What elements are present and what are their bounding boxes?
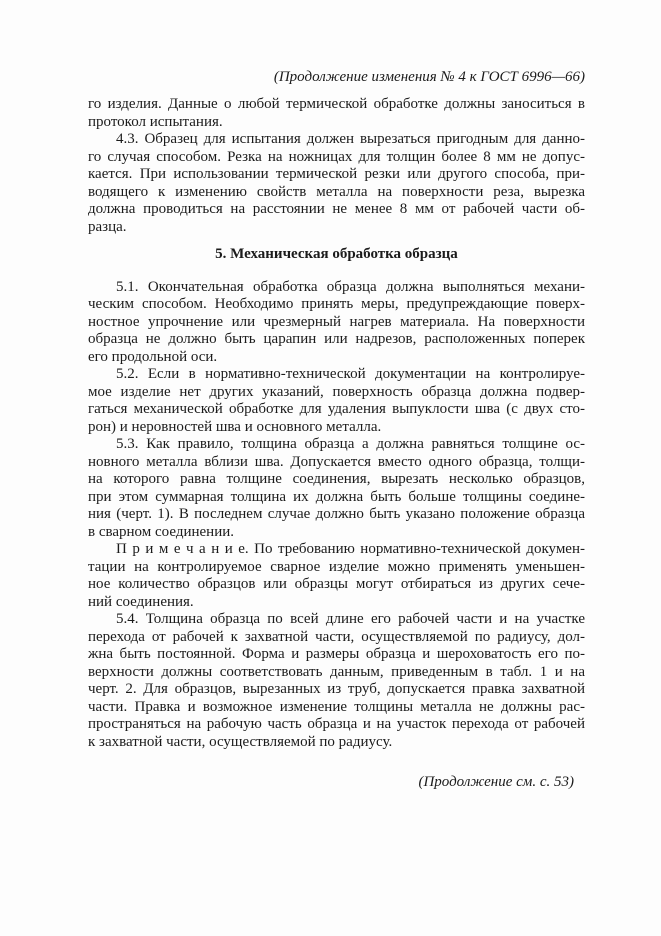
text-line: П р и м е ч а н и е. По требованию нормативно-технической докумен- <box>116 541 585 557</box>
paragraph-4-3 <box>88 131 585 236</box>
text-line: пространяться на рабочую часть образца и на участок перехода от рабочей <box>88 716 585 732</box>
text-line: образца не должно быть царапин или надрезов, расположенных поперек <box>88 331 585 347</box>
text-line: жна быть постоянной. Форма и размеры образца и шероховатость его по- <box>88 646 585 662</box>
text-line: го случая способом. Резка на ножницах для толщин более 8 мм не допус- <box>88 148 585 165</box>
text-line: ческим способом. Необходимо принять меры, предупреждающие поверх- <box>88 296 585 312</box>
text-line: кается. При использовании термической резки или другого способа, при- <box>88 166 585 182</box>
paragraph-5-4 <box>88 611 585 751</box>
text-line: рон) и неровностей шва и основного металла. <box>88 418 382 435</box>
text-line: черт. 2. Для образцов, вырезанных из труб, допускается правка захватной <box>88 681 585 697</box>
text-line: перехода от рабочей к захватной части, осуществляемой по радиусу, дол- <box>88 628 585 645</box>
paragraph-5-3 <box>88 436 585 541</box>
text-line: его продольной оси. <box>88 348 218 365</box>
text-line: при этом суммарная толщина их должна быть больше толщины соедине- <box>88 488 585 505</box>
document-body <box>88 96 585 751</box>
paragraph-5-2 <box>88 366 585 436</box>
text-line: 4.3. Образец для испытания должен вырезаться пригодным для данно- <box>116 131 585 147</box>
text-line: в сварном соединении. <box>88 523 234 540</box>
text-line: ния (черт. 1). В последнем случае должно быть указано положение образца <box>88 506 585 522</box>
text-line: водящего к изменению свойств металла на поверхности реза, вырезка <box>88 183 585 200</box>
text-line: 5.3. Как правило, толщина образца а должна равняться толщине ос- <box>116 436 585 452</box>
text-line: мое изделие нет других указаний, поверхность образца должна подвер- <box>88 383 585 400</box>
text-line: части. Правка и возможное изменение толщины металла не должны рас- <box>88 698 585 715</box>
text-line: к захватной части, осуществляемой по радиусу. <box>88 733 393 750</box>
header-continuation-note: (Продолжение изменения № 4 к ГОСТ 6996—66) <box>273 69 585 85</box>
text-line: на которого равна толщине соединения, вырезать несколько образцов, <box>88 471 585 487</box>
text-line: должна проводиться на расстоянии не менее 8 мм от рабочей части об- <box>88 201 585 217</box>
text-line: 5.1. Окончательная обработка образца должна выполняться механи- <box>116 278 585 295</box>
text-line: верхности должны соответствовать данным, приведенным в табл. 1 и на <box>88 663 585 680</box>
text-line: тации на контролируемое сварное изделие можно применять уменьшен- <box>88 558 585 575</box>
text-line: ний соединения. <box>88 593 194 610</box>
footer-continuation-note: (Продолжение см. с. 53) <box>418 774 574 790</box>
text-line: 5.2. Если в нормативно-технической документации на контролируе- <box>116 366 585 382</box>
text-line: го изделия. Данные о любой термической обработке должны заноситься в <box>88 96 585 112</box>
text-line: 5.4. Толщина образца по всей длине его рабочей части и на участке <box>116 611 585 627</box>
text-line: новного металла вблизи шва. Допускается вместо одного образца, толщи- <box>88 453 585 470</box>
section-5-heading: 5. Механическая обработка образца <box>215 246 458 262</box>
text-line: протокол испытания. <box>88 113 223 130</box>
text-line: разца. <box>88 218 127 235</box>
text-line: ное количество образцов или образцы могут отбираться из других сече- <box>88 576 585 592</box>
paragraph-5-1 <box>88 279 585 367</box>
text-line: ностное упрочнение или чрезмерный нагрев материала. На поверхности <box>88 313 585 330</box>
text-line: гаться механической обработке для удаления выпуклости шва (с двух сто- <box>88 401 585 417</box>
paragraph-note <box>88 541 585 611</box>
paragraph-continuation <box>88 96 585 131</box>
